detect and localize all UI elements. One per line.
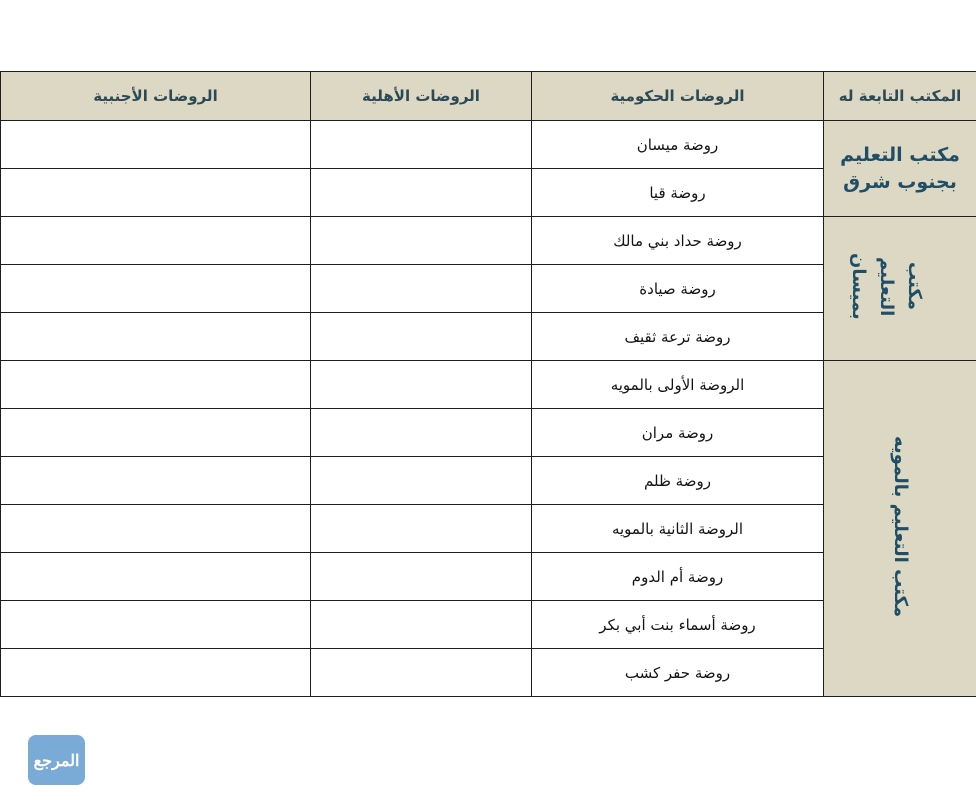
government-cell: روضة مران	[532, 409, 824, 457]
private-cell	[311, 121, 532, 169]
office-cell	[824, 361, 976, 697]
header-foreign: الروضات الأجنبية	[1, 72, 311, 121]
watermark-text: المرجع	[33, 750, 80, 770]
government-cell: الروضة الأولى بالمويه	[532, 361, 824, 409]
watermark-logo-icon	[28, 735, 85, 785]
table-row	[1, 121, 976, 169]
foreign-cell	[1, 553, 311, 601]
foreign-cell	[1, 457, 311, 505]
foreign-cell	[1, 409, 311, 457]
government-cell: الروضة الثانية بالمويه	[532, 505, 824, 553]
government-cell: روضة أسماء بنت أبي بكر	[532, 601, 824, 649]
government-cell: روضة ترعة ثقيف	[532, 313, 824, 361]
kindergartens-table	[0, 71, 976, 697]
private-cell	[311, 361, 532, 409]
private-cell	[311, 601, 532, 649]
government-cell: روضة ميسان	[532, 121, 824, 169]
government-cell: روضة حفر كشب	[532, 649, 824, 697]
foreign-cell	[1, 601, 311, 649]
office-label: مكتب التعليم بجنوب شرق	[840, 143, 960, 193]
government-cell: روضة قيا	[532, 169, 824, 217]
private-cell	[311, 265, 532, 313]
header-office: المكتب التابعة له	[824, 72, 976, 121]
private-cell	[311, 457, 532, 505]
government-cell: روضة حداد بني مالك	[532, 217, 824, 265]
private-cell	[311, 505, 532, 553]
office-label: مكتب التعليم بالمويه	[890, 435, 911, 618]
private-cell	[311, 409, 532, 457]
office-label: مكتب التعليم بميسان	[848, 253, 925, 320]
foreign-cell	[1, 505, 311, 553]
foreign-cell	[1, 169, 311, 217]
header-row	[1, 72, 976, 121]
private-cell	[311, 649, 532, 697]
foreign-cell	[1, 649, 311, 697]
private-cell	[311, 169, 532, 217]
foreign-cell	[1, 313, 311, 361]
foreign-cell	[1, 217, 311, 265]
table-row	[1, 361, 976, 409]
foreign-cell	[1, 361, 311, 409]
government-cell: روضة ظلم	[532, 457, 824, 505]
header-government: الروضات الحكومية	[532, 72, 824, 121]
private-cell	[311, 313, 532, 361]
foreign-cell	[1, 121, 311, 169]
table-row	[1, 217, 976, 265]
header-private: الروضات الأهلية	[311, 72, 532, 121]
kindergartens-table-container	[0, 71, 976, 697]
office-cell	[824, 121, 976, 217]
private-cell	[311, 217, 532, 265]
office-cell	[824, 217, 976, 361]
private-cell	[311, 553, 532, 601]
foreign-cell	[1, 265, 311, 313]
government-cell: روضة أم الدوم	[532, 553, 824, 601]
government-cell: روضة صيادة	[532, 265, 824, 313]
